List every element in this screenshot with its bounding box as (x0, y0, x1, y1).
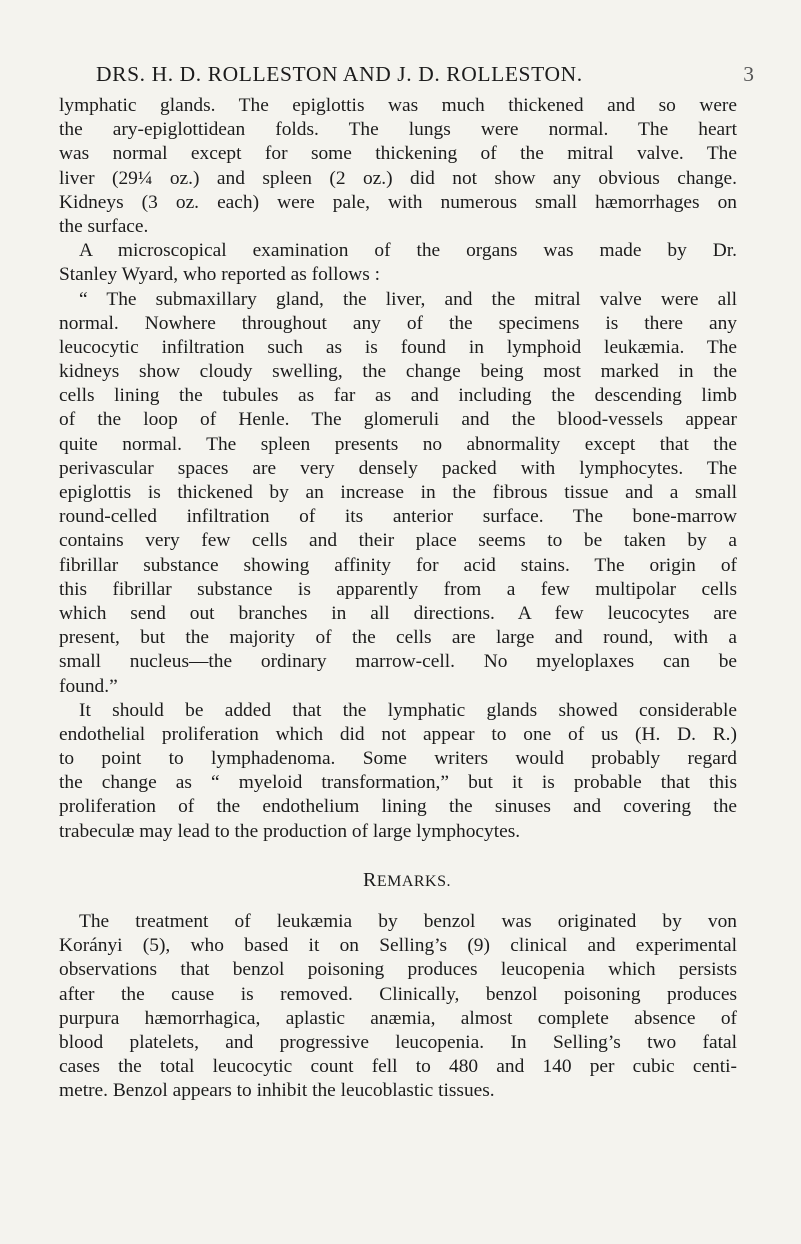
text-line: found.” (59, 675, 118, 697)
heading-rest: EMARKS. (376, 872, 452, 890)
text-line: “ The submaxillary gland, the liver, and the mitral valve were all (79, 288, 737, 310)
body-text (57, 94, 737, 1104)
text-line: observations that benzol poisoning produces leucopenia which persists (59, 959, 737, 981)
text-line: lymphatic glands. The epiglottis was much thickened and so were (59, 95, 737, 116)
text-line: contains very few cells and their place seems to be taken by a (59, 530, 737, 552)
text-line: of the loop of Henle. The glomeruli and the blood-vessels appear (59, 409, 737, 431)
paragraph-lymphatic-glands (57, 699, 737, 844)
text-line: proliferation of the endothelium lining the sinuses and covering the (59, 796, 737, 818)
heading-initial: R (362, 868, 377, 891)
page-number: 3 (743, 62, 754, 86)
text-line: the ary-epiglottidean folds. The lungs were normal. The heart (59, 119, 737, 141)
text-line: endothelial proliferation which did not appear to one of us (H. D. R.) (59, 723, 737, 745)
text-line: trabeculæ may lead to the production of large lymphocytes. (59, 820, 521, 842)
text-line: leucocytic infiltration such as is found in lymphoid leukæmia. The (59, 336, 737, 358)
text-line: Kidneys (3 oz. each) were pale, with numerous small hæmorrhages on (59, 191, 737, 213)
section-heading-remarks (57, 868, 737, 892)
text-line: the change as “ myeloid transformation,” but it is probable that this (59, 772, 737, 794)
text-line: small nucleus—the ordinary marrow-cell. No myeloplaxes can be (59, 651, 737, 673)
running-header (96, 62, 754, 90)
paragraph-microscopical-intro (57, 239, 737, 287)
text-line: round-celled infiltration of its anterior surface. The bone-marrow (59, 506, 737, 528)
text-line: blood platelets, and progressive leucopenia. In Selling’s two fatal (59, 1031, 737, 1053)
text-line: after the cause is removed. Clinically, benzol poisoning produces (59, 983, 737, 1005)
text-line: cases the total leucocytic count fell to 480 and 140 per cubic centi- (59, 1056, 737, 1078)
paragraph-wyard-report (57, 288, 737, 699)
paragraph-gland-findings (57, 94, 737, 239)
text-line: liver (29¼ oz.) and spleen (2 oz.) did not show any obvious change. (59, 167, 737, 189)
text-line: the surface. (59, 215, 149, 237)
text-line: It should be added that the lymphatic glands showed considerable (79, 699, 737, 721)
text-line: kidneys show cloudy swelling, the change being most marked in the (59, 361, 737, 383)
running-title: DRS. H. D. ROLLESTON AND J. D. ROLLESTON. (96, 62, 583, 86)
text-line: which send out branches in all directions. A few leucocytes are (59, 602, 737, 624)
text-line: purpura hæmorrhagica, aplastic anæmia, almost complete absence of (59, 1007, 737, 1029)
text-line: perivascular spaces are very densely packed with lymphocytes. The (59, 457, 737, 479)
text-line: to point to lymphadenoma. Some writers would probably regard (59, 748, 737, 770)
text-line: metre. Benzol appears to inhibit the leucoblastic tissues. (59, 1080, 495, 1102)
text-line: quite normal. The spleen presents no abnormality except that the (59, 433, 737, 455)
text-line: cells lining the tubules as far as and including the descending limb (59, 385, 737, 407)
text-line: normal. Nowhere throughout any of the specimens is there any (59, 312, 737, 334)
text-line: Stanley Wyard, who reported as follows : (59, 264, 381, 286)
text-line: A microscopical examination of the organs was made by Dr. (79, 240, 737, 262)
text-line: The treatment of leukæmia by benzol was originated by von (79, 911, 737, 932)
text-line: was normal except for some thickening of the mitral valve. The (59, 143, 737, 165)
text-line: this fibrillar substance is apparently from a few multipolar cells (59, 578, 737, 600)
paragraph-remarks (57, 910, 737, 1104)
text-line: present, but the majority of the cells are large and round, with a (59, 627, 737, 649)
text-line: Korányi (5), who based it on Selling’s (9) clinical and experimental (59, 935, 737, 957)
text-line: epiglottis is thickened by an increase in the fibrous tissue and a small (59, 482, 737, 503)
text-line: fibrillar substance showing affinity for acid stains. The origin of (59, 554, 737, 576)
